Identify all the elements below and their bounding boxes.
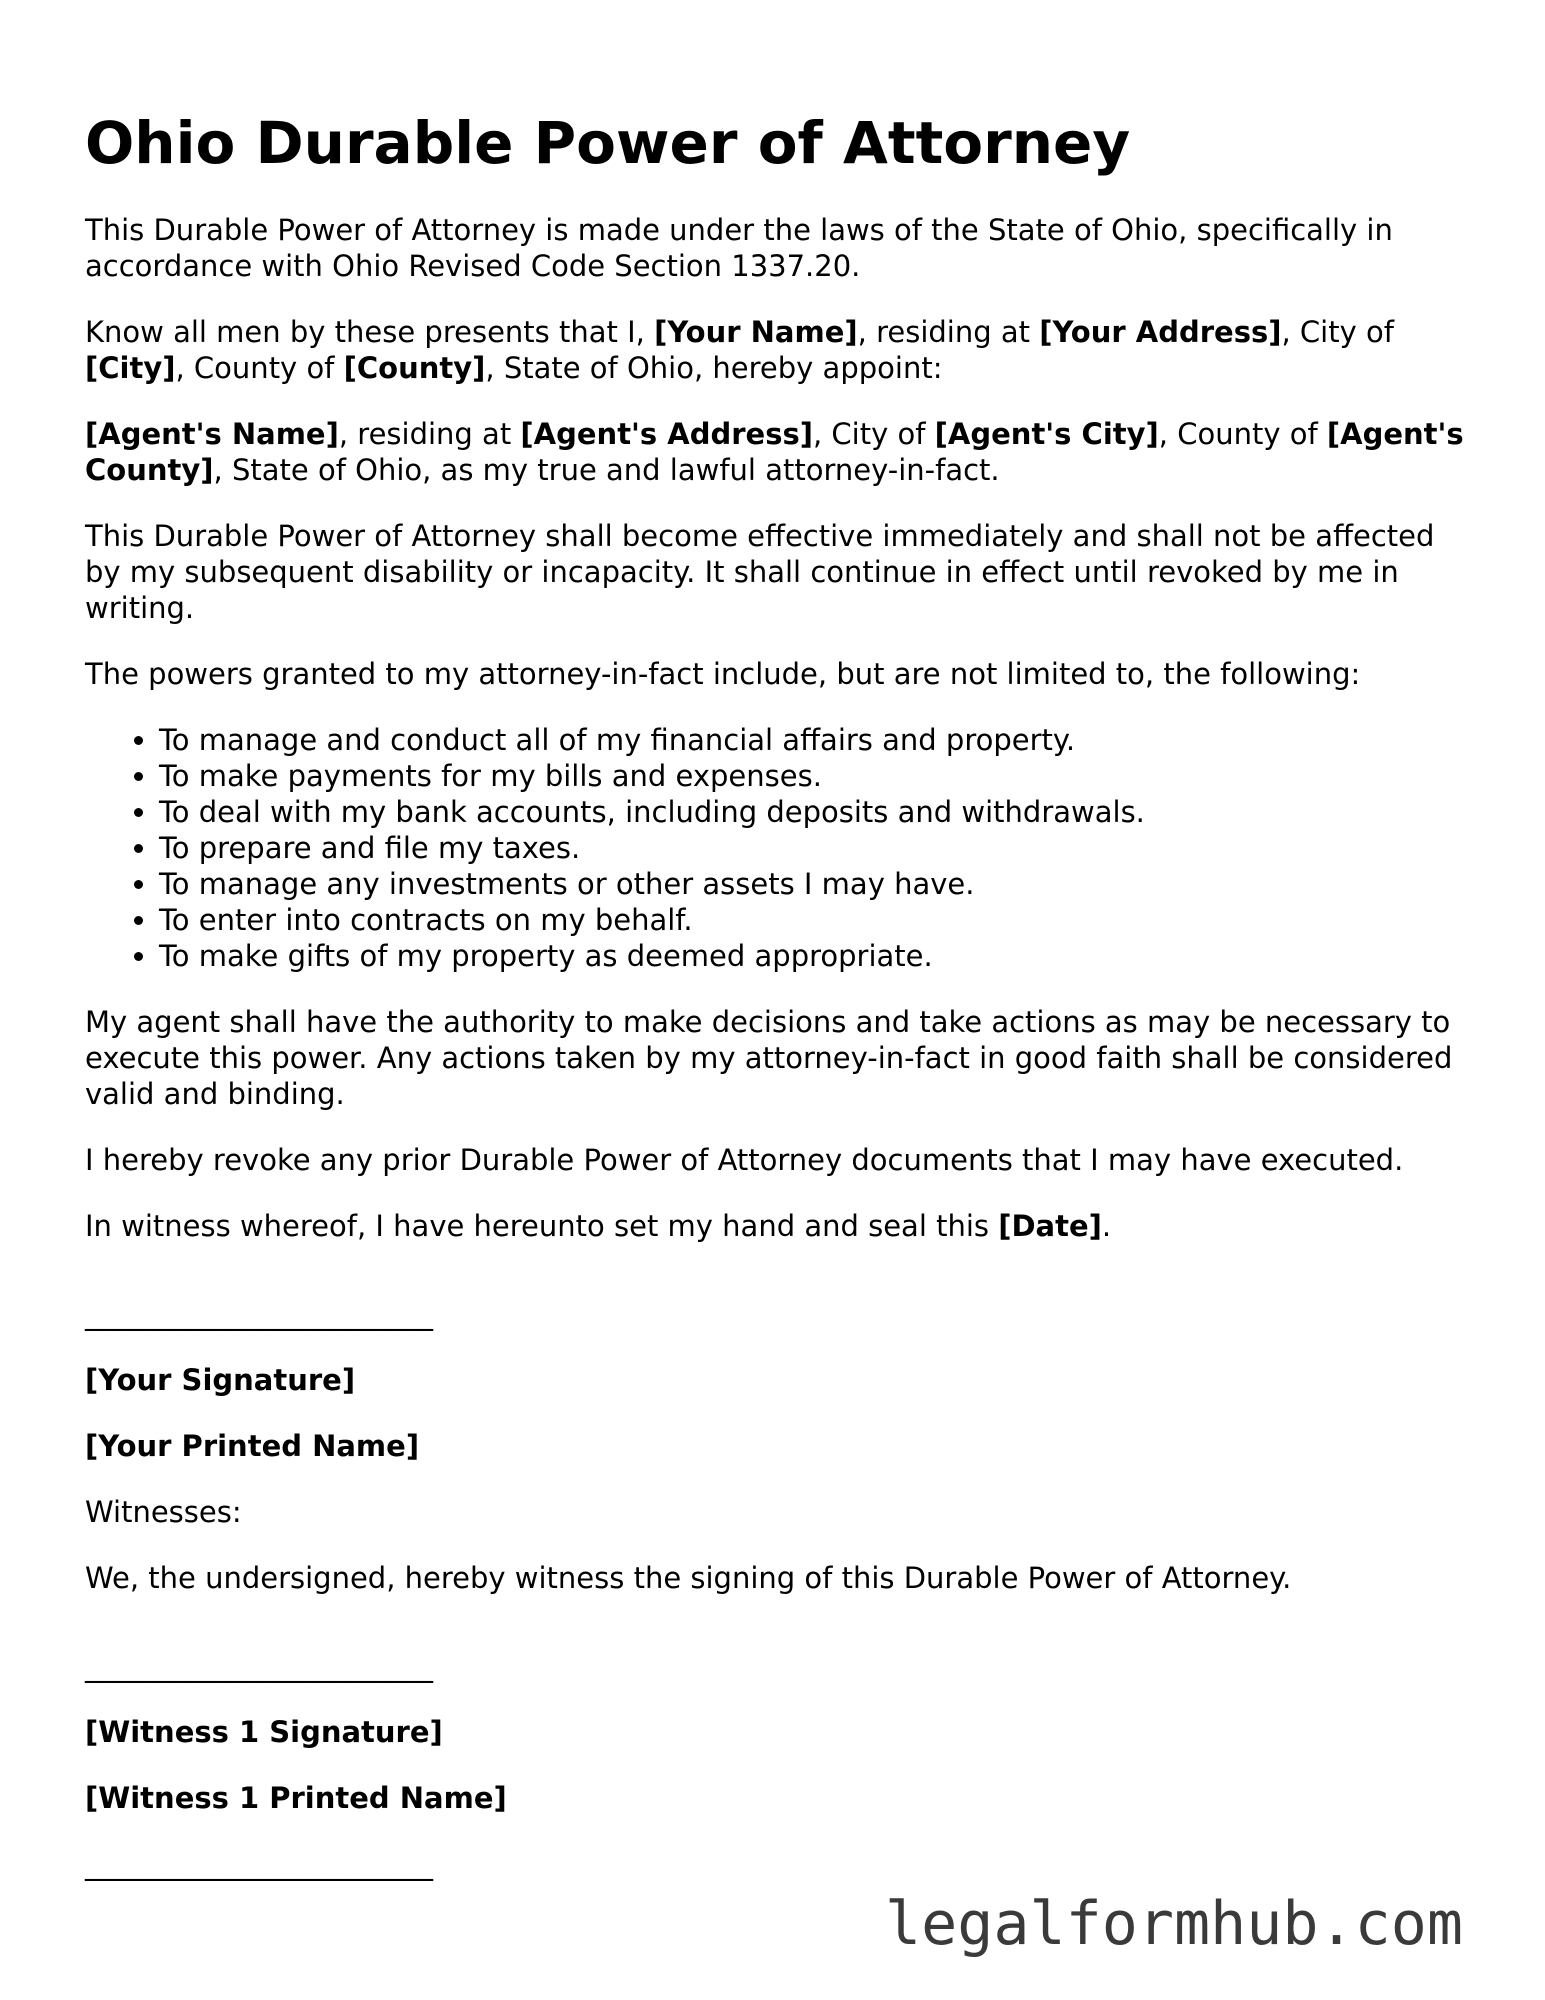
witness1-signature-line: ________________________ (85, 1649, 433, 1683)
your-printed-name-field: [Your Printed Name] (85, 1429, 420, 1463)
authority-paragraph: My agent shall have the authority to make decisions and take actions as may be necessary to execute this power. Any actions taken by my attorney-in-fact in good faith shall be considered valid and binding. (85, 1005, 1453, 1111)
agent-county-field: [Agent's County] (85, 417, 1464, 487)
your-signature-label (85, 1362, 1465, 1398)
list-item: • To make payments for my bills and expenses. (159, 758, 1465, 794)
revoke-paragraph: I hereby revoke any prior Durable Power of Attorney documents that I may have executed. (85, 1143, 1404, 1177)
witness1-printed-name-field: [Witness 1 Printed Name] (85, 1781, 507, 1815)
witness1-printed-name-label (85, 1780, 1465, 1816)
document-page (85, 100, 1465, 1912)
principal-signature-line: ________________________ (85, 1297, 433, 1331)
watermark-logo: legalformhub.com (885, 1889, 1463, 1959)
document-title: Ohio Durable Power of Attorney (85, 109, 1131, 177)
witness-clause-text-2: . (1101, 1209, 1112, 1243)
witness-clause-paragraph (85, 1208, 1465, 1244)
principal-text-3: , City of (1281, 315, 1394, 349)
list-item: • To make gifts of my property as deemed appropriate. (159, 938, 1465, 974)
agent-text-2: , City of (813, 417, 935, 451)
effective-paragraph: This Durable Power of Attorney shall become effective immediately and shall not be affected by my subsequent disability or incapacity. It shall continue in effect until revoked by me in writing. (85, 519, 1435, 625)
list-item: • To deal with my bank accounts, including deposits and withdrawals. (159, 794, 1465, 830)
witness2-signature-line: ________________________ (85, 1847, 433, 1881)
witness-statement: We, the undersigned, hereby witness the signing of this Durable Power of Attorney. (85, 1561, 1292, 1595)
agent-city-field: [Agent's City] (934, 417, 1159, 451)
principal-county-field: [County] (343, 351, 486, 385)
powers-intro-paragraph: The powers granted to my attorney-in-fact include, but are not limited to, the following: (85, 657, 1361, 691)
witness1-signature-field: [Witness 1 Signature] (85, 1715, 443, 1749)
witness1-signature-label (85, 1714, 1465, 1750)
list-item: • To enter into contracts on my behalf. (159, 902, 1465, 938)
principal-address-field: [Your Address] (1039, 315, 1282, 349)
agent-text-3: , County of (1158, 417, 1327, 451)
witnesses-heading: Witnesses: (85, 1495, 242, 1529)
agent-text-1: , residing at (338, 417, 521, 451)
list-item: • To manage and conduct all of my financial affairs and property. (159, 722, 1465, 758)
powers-list (85, 722, 1465, 974)
your-printed-name-label (85, 1428, 1465, 1464)
list-item: • To manage any investments or other assets I may have. (159, 866, 1465, 902)
principal-text-4: , County of (175, 351, 344, 385)
date-field: [Date] (998, 1209, 1102, 1243)
principal-text-2: , residing at (857, 315, 1040, 349)
witness-clause-text-1: In witness whereof, I have hereunto set my hand and seal this (85, 1209, 999, 1243)
list-item: • To prepare and file my taxes. (159, 830, 1465, 866)
intro-paragraph: This Durable Power of Attorney is made under the laws of the State of Ohio, specifically in accordance with Ohio Revised Code Section 1337.20. (85, 213, 1393, 283)
agent-name-field: [Agent's Name] (85, 417, 339, 451)
principal-paragraph (85, 314, 1465, 386)
agent-text-4: , State of Ohio, as my true and lawful attorney-in-fact. (213, 453, 1000, 487)
principal-text-1: Know all men by these presents that I, (85, 315, 655, 349)
principal-name-field: [Your Name] (654, 315, 858, 349)
principal-city-field: [City] (85, 351, 176, 385)
your-signature-field: [Your Signature] (85, 1363, 356, 1397)
agent-paragraph (85, 416, 1465, 488)
agent-address-field: [Agent's Address] (520, 417, 813, 451)
principal-text-5: , State of Ohio, hereby appoint: (485, 351, 943, 385)
